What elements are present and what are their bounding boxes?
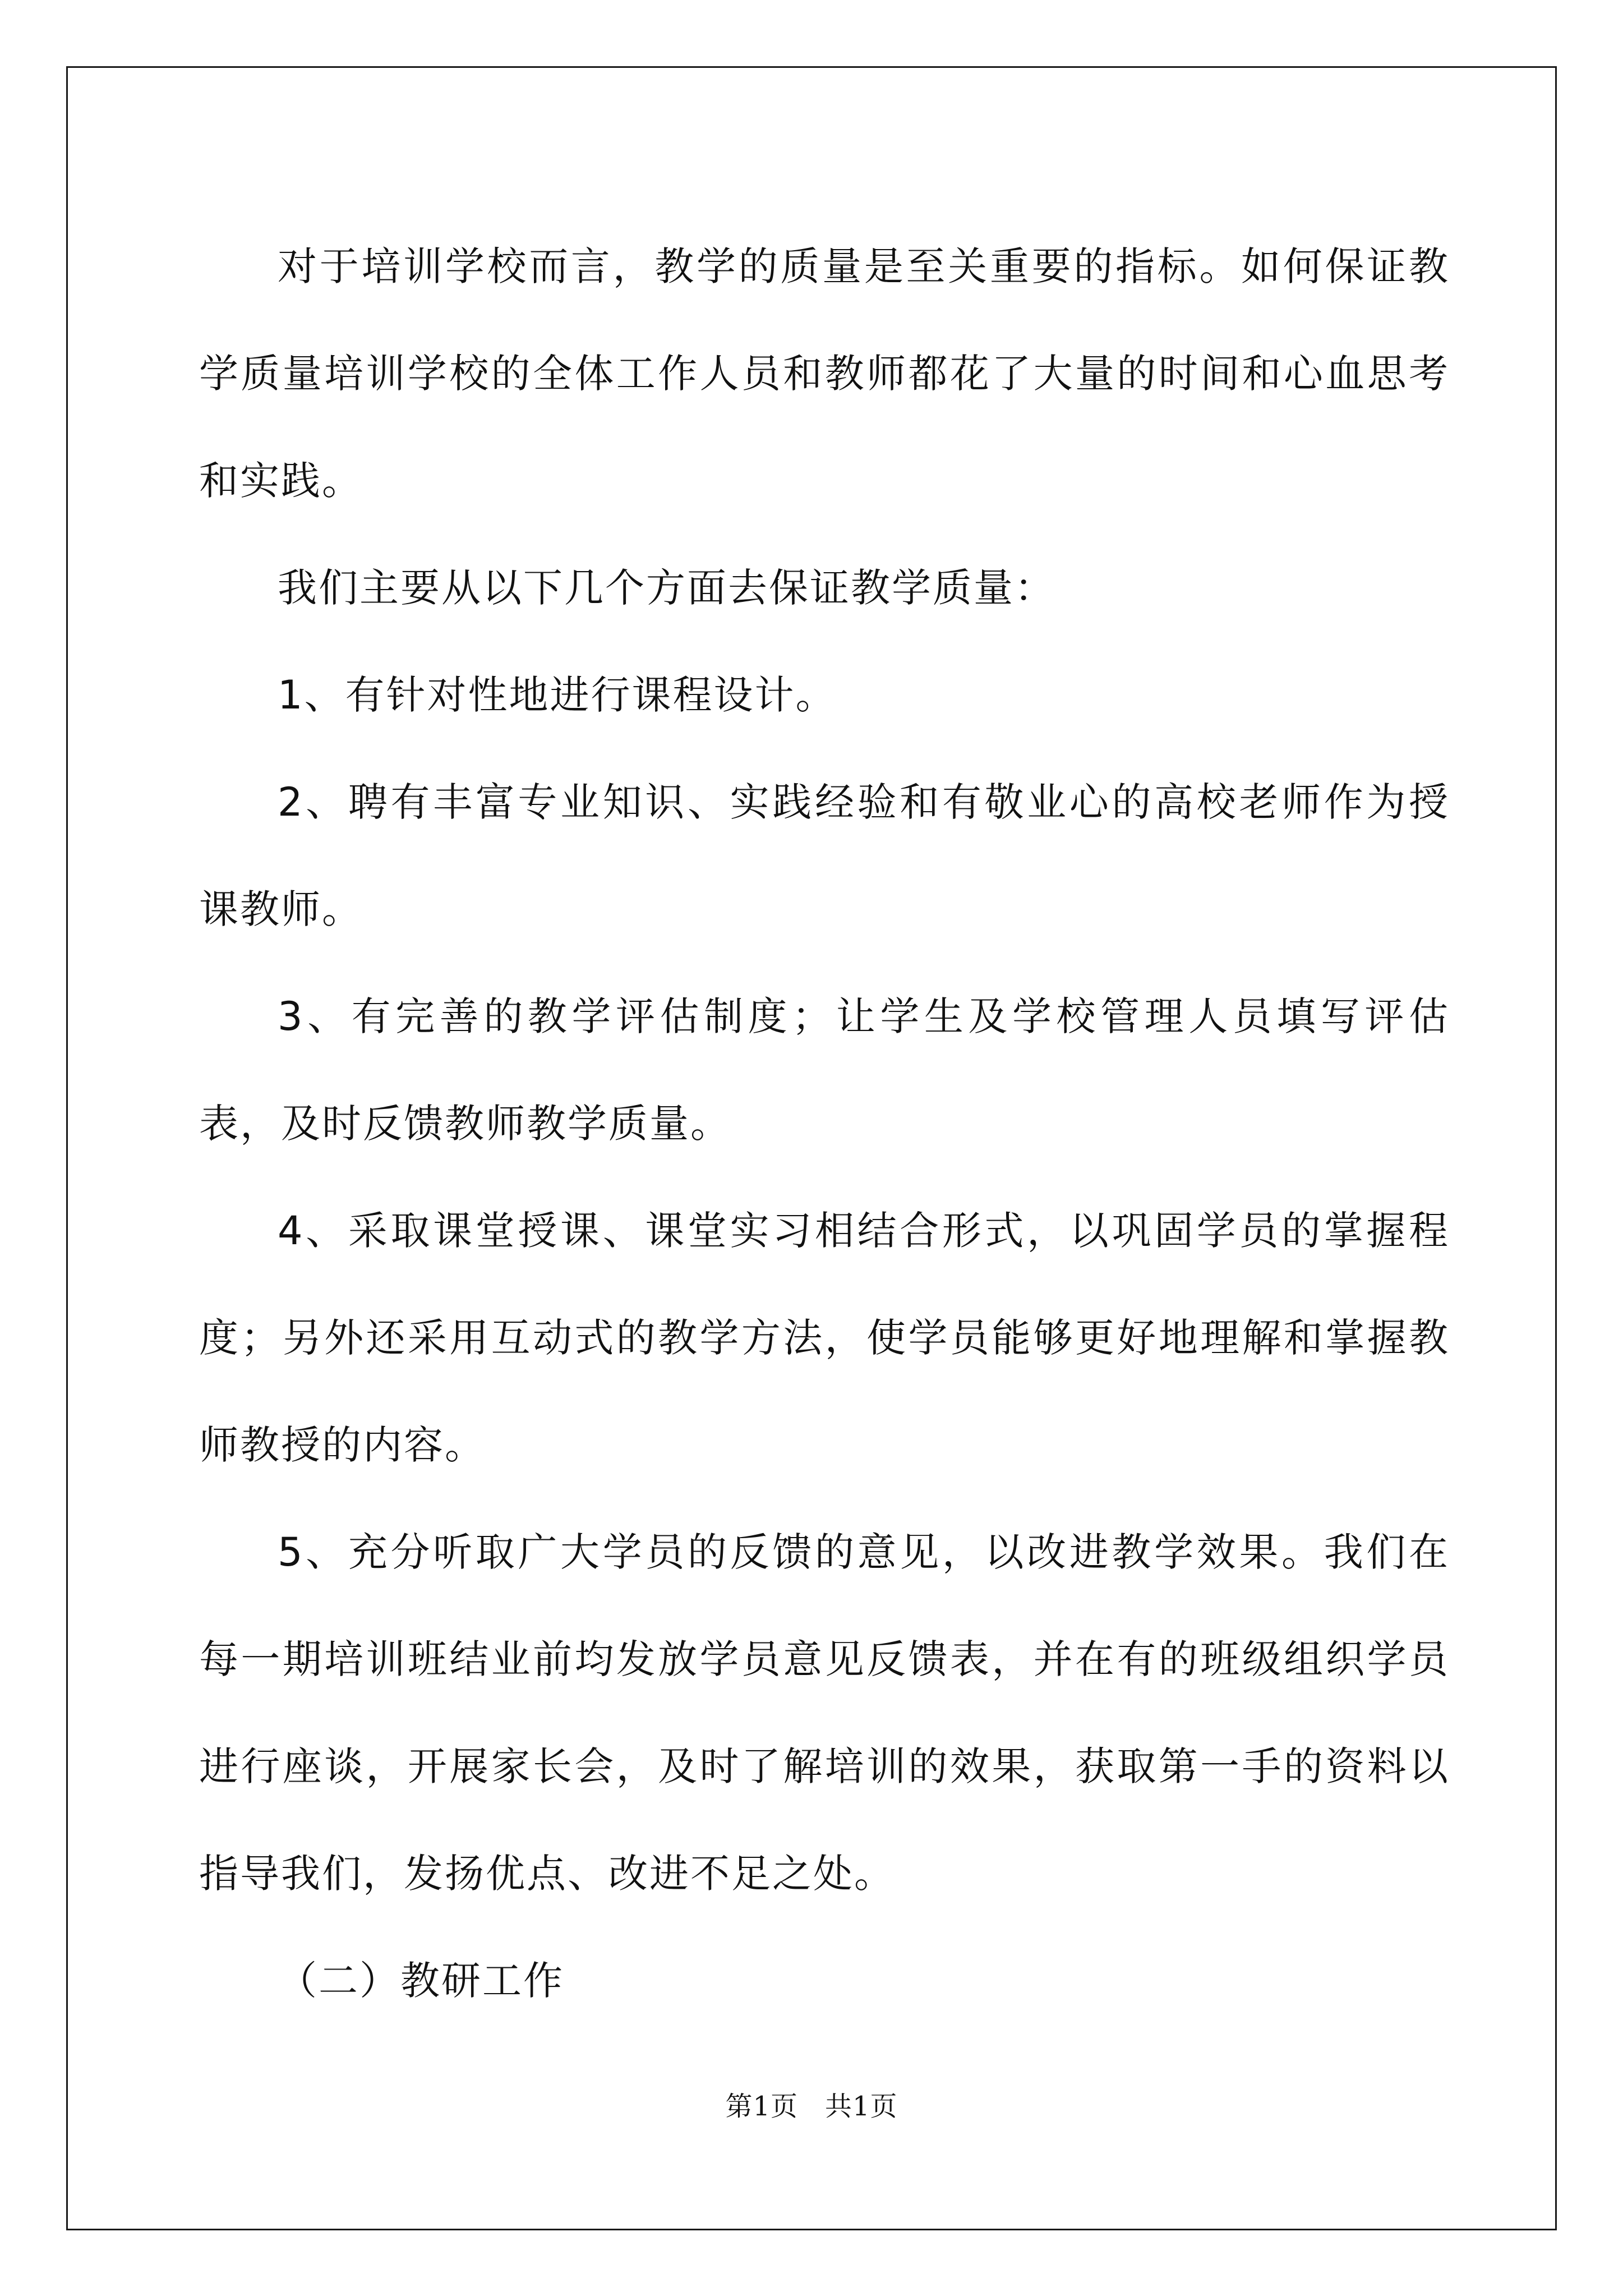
page-total: 共1页 bbox=[825, 2091, 898, 2122]
paragraph-lead: 我们主要从以下几个方面去保证教学质量： bbox=[278, 565, 1055, 611]
list-item-5: 5、充分听取广大学员的反馈的意见，以改进教学效果。我们在每一期培训班结业前均发放学员意见反馈表，并在有的班级组织学员进行座谈，开展家长会，及时了解培训的效果，获取第一手的资料以指导我们，发扬优点、改进不足之处。 bbox=[199, 1529, 1450, 1897]
document-body bbox=[199, 213, 1450, 2035]
paragraph-intro: 对于培训学校而言，教学的质量是至关重要的指标。如何保证教学质量培训学校的全体工作人员和教师都花了大量的时间和心血思考和实践。 bbox=[199, 243, 1450, 504]
list-item-1: 1、有针对性地进行课程设计。 bbox=[278, 672, 837, 718]
list-item-3: 3、有完善的教学评估制度；让学生及学校管理人员填写评估表，及时反馈教师教学质量。 bbox=[199, 993, 1450, 1147]
list-item-4: 4、采取课堂授课、课堂实习相结合形式，以巩固学员的掌握程度；另外还采用互动式的教学方法，使学员能够更好地理解和掌握教师教授的内容。 bbox=[199, 1208, 1450, 1468]
list-item-2: 2、聘有丰富专业知识、实践经验和有敬业心的高校老师作为授课教师。 bbox=[199, 779, 1450, 932]
page-number: 第1页 bbox=[725, 2091, 798, 2122]
section-heading: （二）教研工作 bbox=[278, 1958, 564, 2004]
page-footer bbox=[0, 2090, 1623, 2123]
